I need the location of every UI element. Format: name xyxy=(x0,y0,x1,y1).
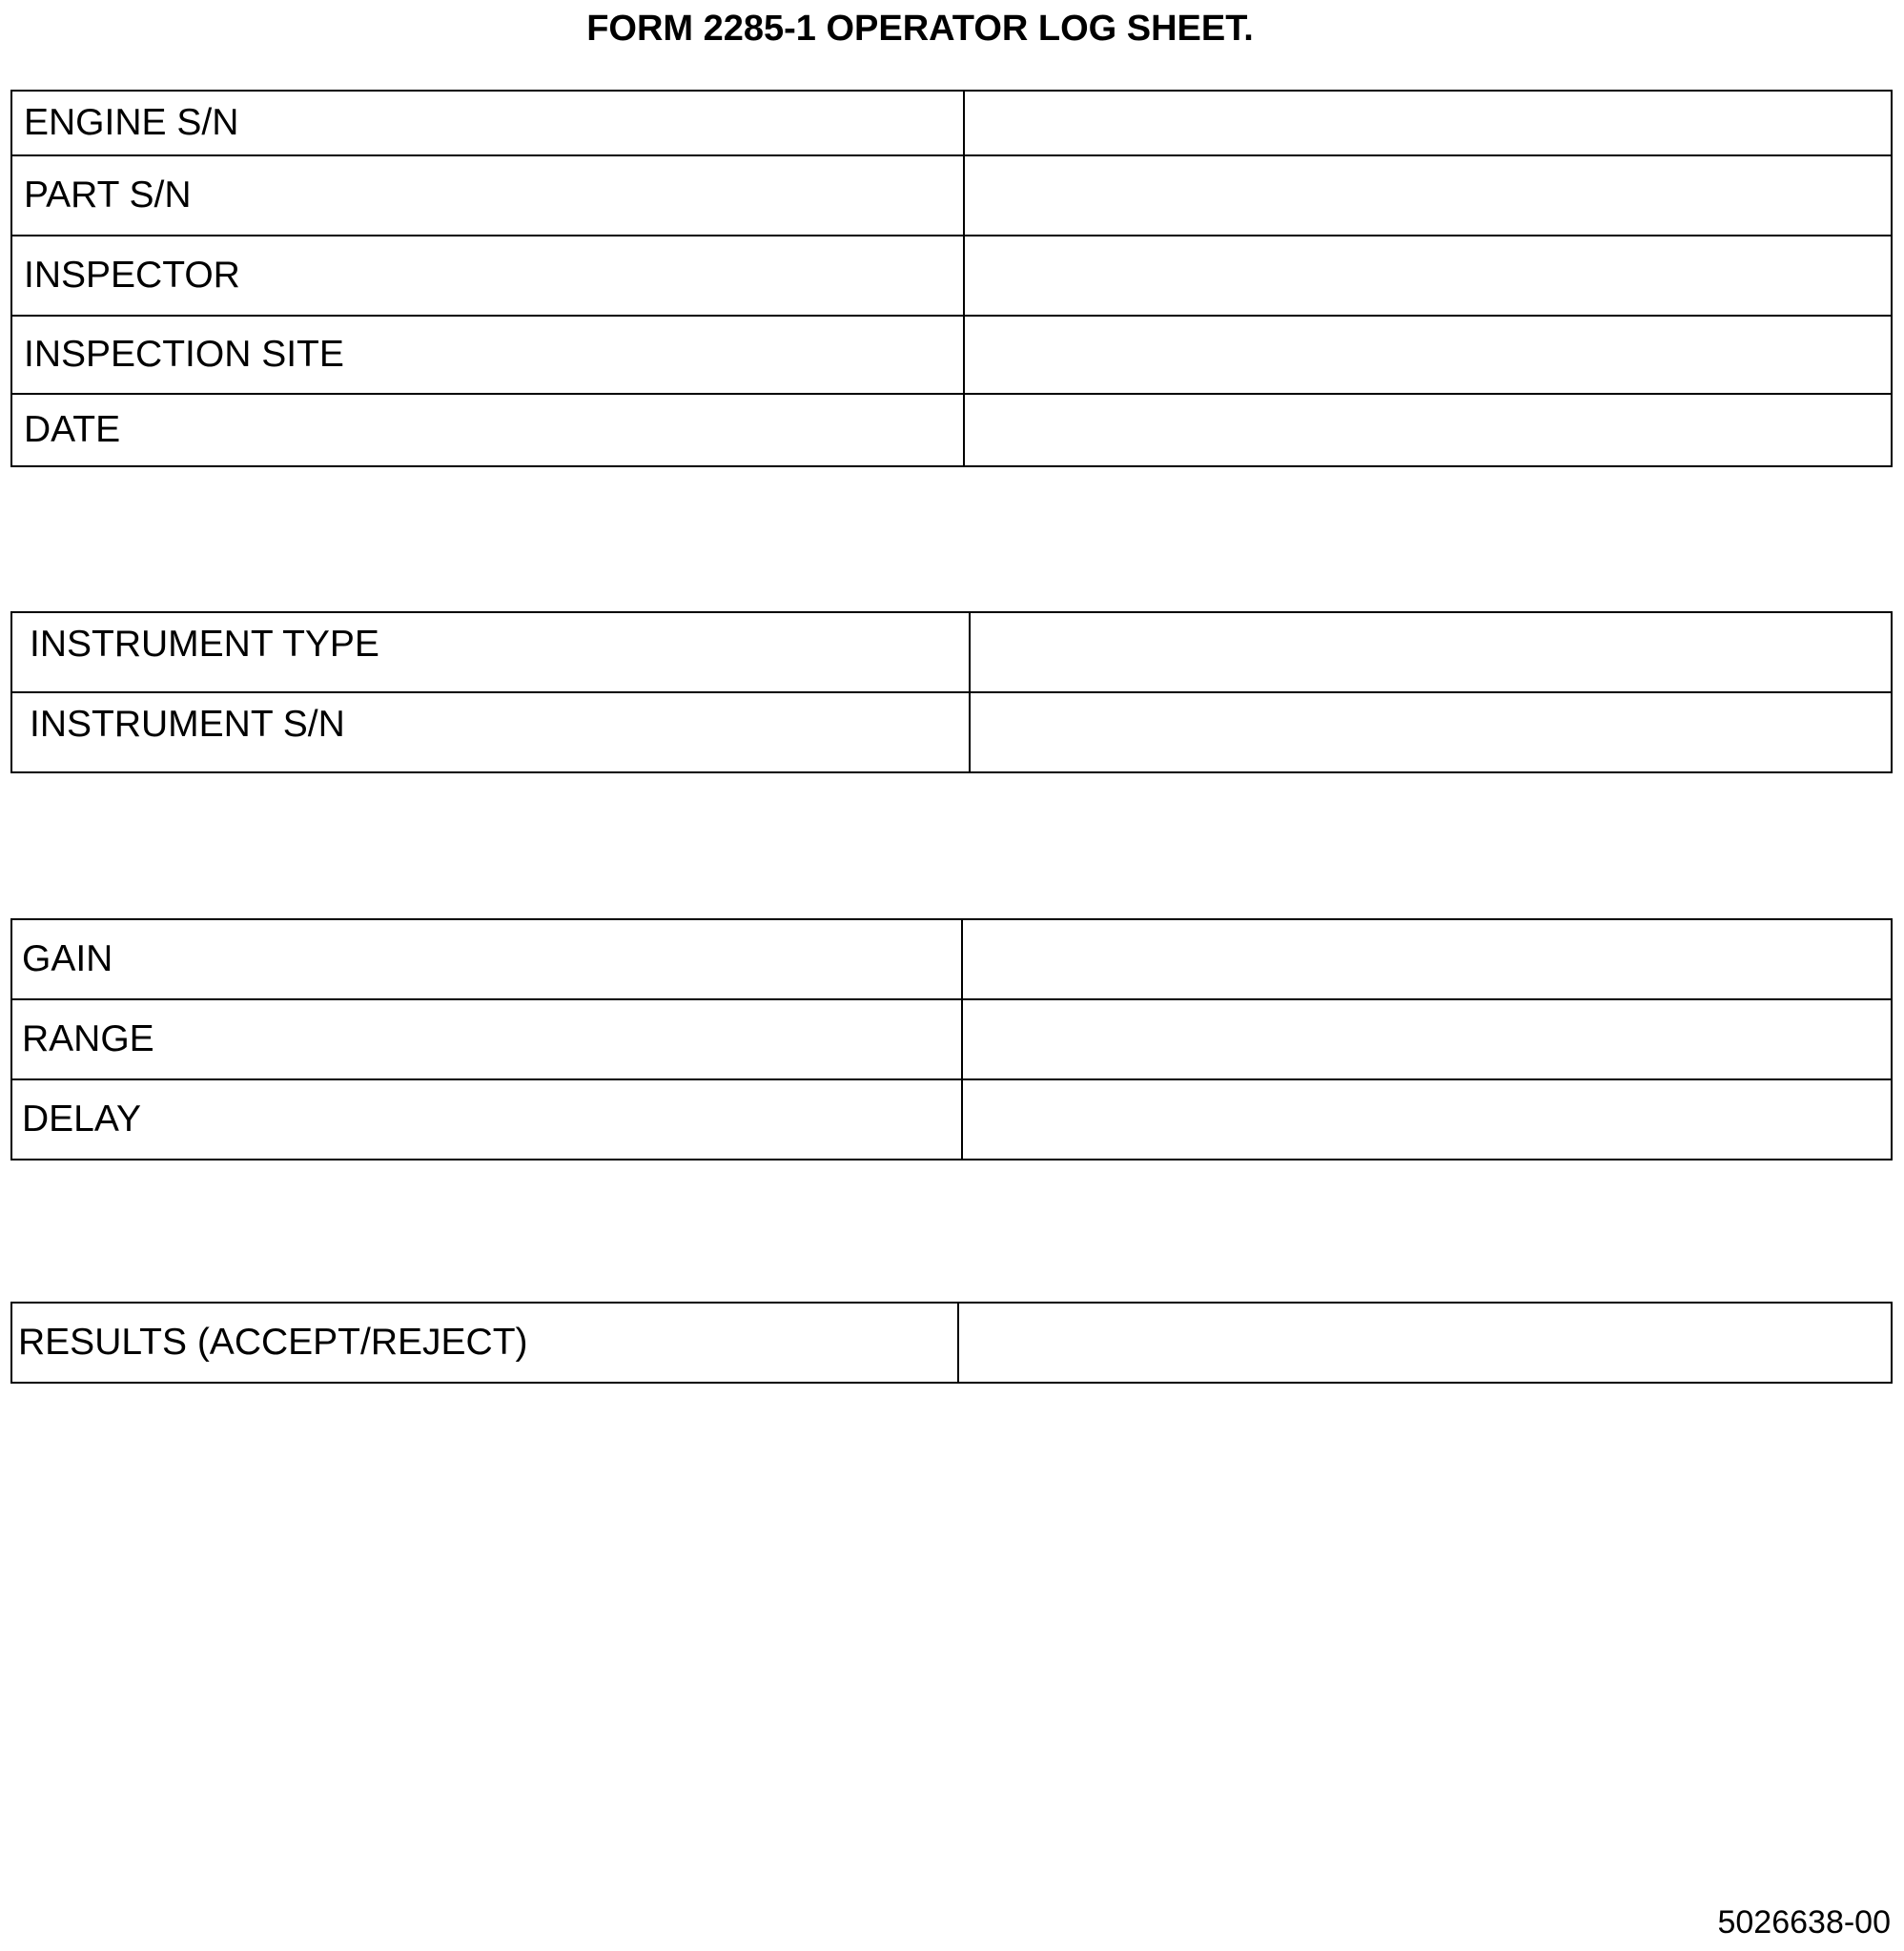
table-row xyxy=(11,612,1892,692)
document-number: 5026638-00 xyxy=(1717,1904,1891,1941)
results-table xyxy=(10,1302,1893,1384)
table-row xyxy=(11,316,1892,394)
inspection-site-field[interactable] xyxy=(964,316,1892,394)
date-label: DATE xyxy=(11,394,964,466)
table-row xyxy=(11,1303,1892,1383)
delay-field[interactable] xyxy=(962,1079,1892,1160)
table-row xyxy=(11,91,1892,155)
inspector-field[interactable] xyxy=(964,236,1892,316)
settings-table xyxy=(10,918,1893,1160)
table-row xyxy=(11,1079,1892,1160)
table-row xyxy=(11,236,1892,316)
instrument-type-label-cell xyxy=(11,612,970,692)
range-label: RANGE xyxy=(11,999,962,1079)
engine-sn-field[interactable] xyxy=(964,91,1892,155)
inspection-site-label: INSPECTION SITE xyxy=(11,316,964,394)
table-row xyxy=(11,919,1892,999)
part-sn-label: PART S/N xyxy=(11,155,964,236)
delay-label: DELAY xyxy=(11,1079,962,1160)
instrument-sn-label-cell xyxy=(11,692,970,772)
results-label: RESULTS (ACCEPT/REJECT) xyxy=(11,1303,958,1383)
inspector-label: INSPECTOR xyxy=(11,236,964,316)
date-field[interactable] xyxy=(964,394,1892,466)
identification-table xyxy=(10,90,1893,467)
form-title: FORM 2285-1 OPERATOR LOG SHEET. xyxy=(586,9,1254,49)
table-row xyxy=(11,155,1892,236)
instrument-sn-field[interactable] xyxy=(970,692,1892,772)
results-field[interactable] xyxy=(958,1303,1892,1383)
gain-label: GAIN xyxy=(11,919,962,999)
engine-sn-label: ENGINE S/N xyxy=(11,91,964,155)
instrument-sn-label: INSTRUMENT S/N xyxy=(30,704,345,745)
table-row xyxy=(11,999,1892,1079)
table-row xyxy=(11,692,1892,772)
instrument-type-field[interactable] xyxy=(970,612,1892,692)
instrument-type-label: INSTRUMENT TYPE xyxy=(30,624,379,665)
range-field[interactable] xyxy=(962,999,1892,1079)
part-sn-field[interactable] xyxy=(964,155,1892,236)
table-row xyxy=(11,394,1892,466)
instrument-table xyxy=(10,611,1893,773)
gain-field[interactable] xyxy=(962,919,1892,999)
